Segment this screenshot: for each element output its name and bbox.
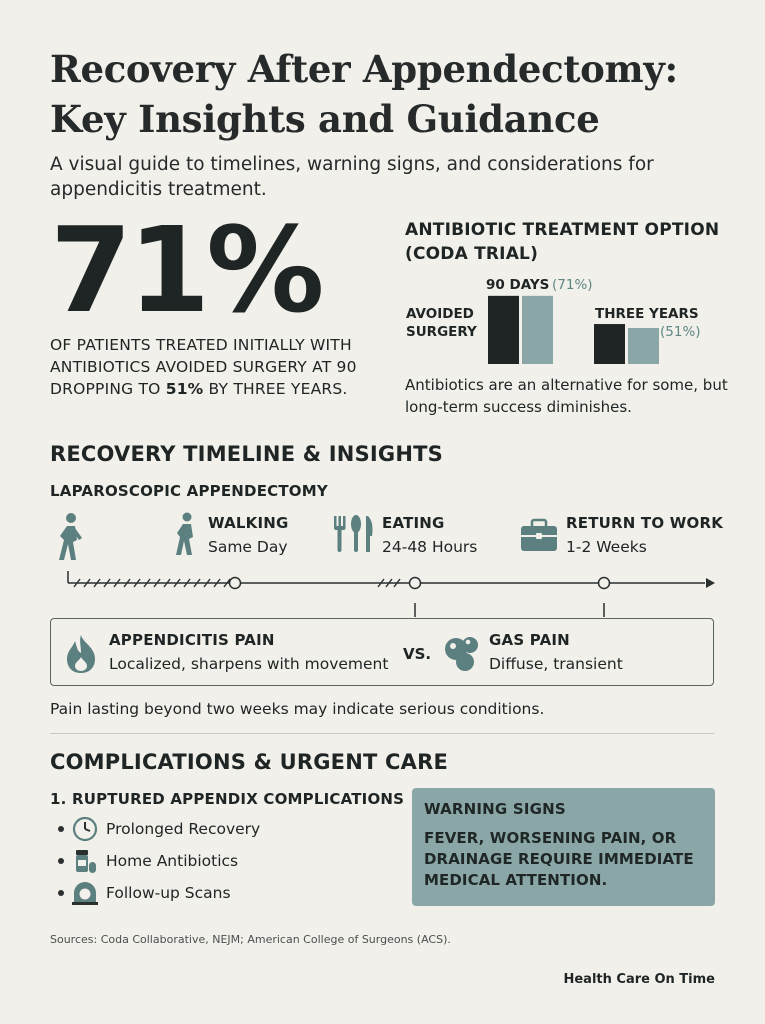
appendicitis-pain-desc: Localized, sharpens with movement — [109, 655, 389, 673]
milestone-eating-time: 24-48 Hours — [382, 538, 478, 556]
bar-90-days-light — [522, 296, 553, 364]
bar-group-label-90-days: 90 DAYS — [486, 277, 550, 293]
bullet-dot — [58, 890, 64, 896]
list-item — [58, 815, 260, 843]
bar-value-label-90-days: (71%) — [552, 277, 593, 293]
statistic-description — [50, 334, 400, 400]
warning-box — [412, 788, 715, 906]
warning-title: WARNING SIGNS — [424, 800, 566, 818]
complications-heading: COMPLICATIONS & URGENT CARE — [50, 750, 449, 774]
bar-three-years-light — [628, 328, 659, 364]
fork-knife-icon — [332, 514, 376, 554]
bar-three-years-dark — [594, 324, 625, 364]
statistic-desc-bold: 51% — [165, 380, 204, 398]
list-item — [58, 847, 238, 875]
antibiotic-chart-title: ANTIBIOTIC TREATMENT OPTION (CODA TRIAL) — [405, 220, 720, 264]
ct-scanner-icon — [72, 880, 98, 906]
page-subtitle: A visual guide to timelines, warning signs, and considerations for appendicitis treatment. — [50, 154, 654, 200]
complication-label: Follow-up Scans — [106, 884, 231, 902]
milestone-return-work-label: RETURN TO WORK — [566, 514, 724, 532]
chart-ylabel-line2: SURGERY — [406, 324, 477, 340]
appendicitis-pain-title: APPENDICITIS PAIN — [109, 631, 275, 649]
bullet-dot — [58, 826, 64, 832]
brand-name: Health Care On Time — [563, 972, 715, 987]
walking-person-icon — [172, 512, 200, 558]
bar-value-label-three-years: (51%) — [660, 324, 701, 340]
bar-90-days-dark — [488, 296, 519, 364]
milestone-walking-label: WALKING — [208, 514, 289, 532]
versus-label: VS. — [403, 645, 432, 663]
page-title — [50, 44, 740, 144]
statistic-desc-part2: BY THREE YEARS. — [203, 380, 348, 398]
chart-ylabel-line1: AVOIDED — [406, 306, 474, 322]
section-divider — [50, 733, 714, 734]
clock-icon — [72, 816, 98, 842]
list-item — [58, 879, 231, 907]
big-statistic: 71% — [50, 201, 321, 339]
warning-text: FEVER, WORSENING PAIN, OR DRAINAGE REQUIRE IMMEDIATE MEDICAL ATTENTION. — [424, 829, 694, 889]
title-line-1: Recovery After Appendectomy: — [50, 47, 678, 91]
antibiotic-note: Antibiotics are an alternative for some, but long-term success diminishes. — [405, 376, 728, 416]
recovery-heading: RECOVERY TIMELINE & INSIGHTS — [50, 442, 443, 466]
pill-bottle-icon — [72, 848, 98, 874]
bar-group-label-three-years: THREE YEARS — [595, 306, 699, 322]
milestone-walking-time: Same Day — [208, 538, 288, 556]
milestone-return-work-time: 1-2 Weeks — [566, 538, 647, 556]
title-line-2: Key Insights and Guidance — [50, 97, 600, 141]
gas-pain-desc: Diffuse, transient — [489, 655, 623, 673]
complications-subheading: 1. RUPTURED APPENDIX COMPLICATIONS — [50, 790, 405, 808]
complication-label: Home Antibiotics — [106, 852, 239, 870]
recovery-subheading: LAPAROSCOPIC APPENDECTOMY — [50, 482, 328, 500]
walking-start-icon — [54, 512, 86, 564]
gas-pain-title: GAS PAIN — [489, 631, 570, 649]
sources-text: Sources: Coda Collaborative, NEJM; American College of Surgeons (ACS). — [50, 933, 451, 946]
briefcase-icon — [520, 518, 558, 552]
milestone-eating-label: EATING — [382, 514, 445, 532]
antibiotic-bar-chart — [400, 270, 740, 370]
bullet-dot — [58, 858, 64, 864]
flame-icon — [63, 633, 99, 675]
gas-bubbles-icon — [441, 631, 485, 675]
timeline-axis — [50, 565, 730, 625]
pain-comparison-box — [50, 618, 714, 686]
pain-note: Pain lasting beyond two weeks may indicate serious conditions. — [50, 700, 545, 718]
statistic-desc-part1: OF PATIENTS TREATED INITIALLY WITH ANTIBIOTICS AVOIDED SURGERY AT 90 DROPPING TO — [50, 336, 357, 398]
complication-label: Prolonged Recovery — [106, 820, 261, 838]
